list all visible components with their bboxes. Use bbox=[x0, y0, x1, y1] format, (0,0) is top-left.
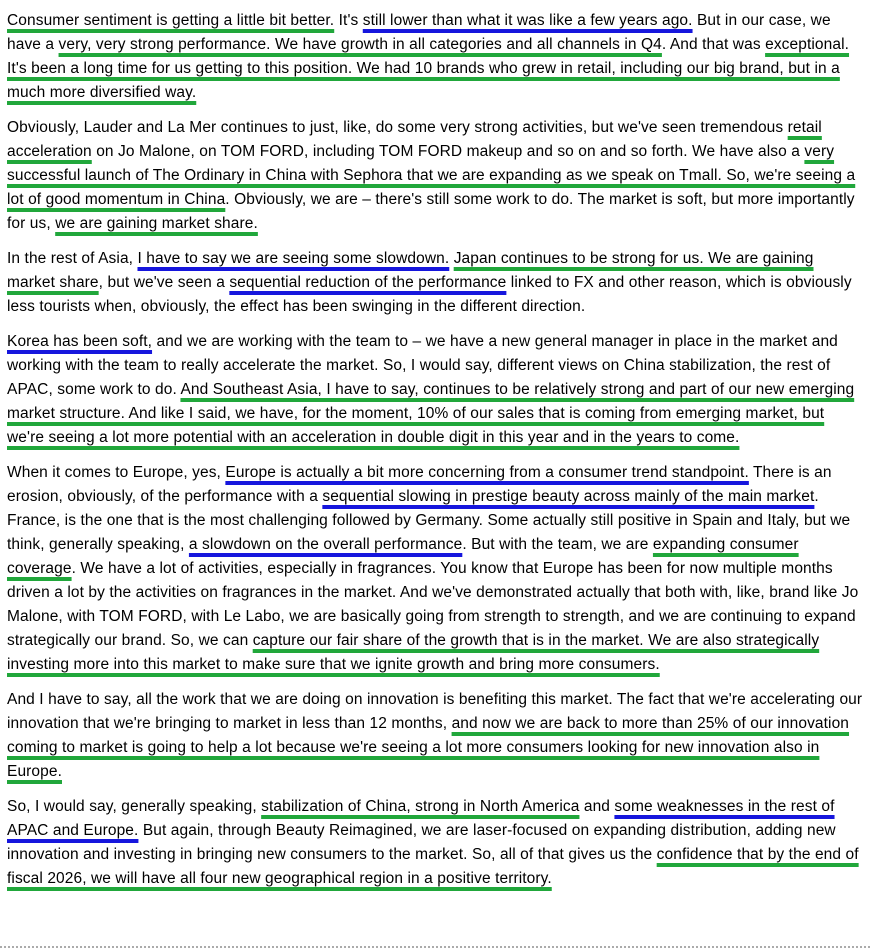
text-run: . Obviously, we are – there's still some work to do. The market is soft, but more importantly for us, bbox=[7, 191, 855, 232]
text-run: So, I would say, generally speaking, bbox=[7, 798, 262, 815]
text-run: and bbox=[579, 798, 615, 815]
text-run: . But with the team, we are bbox=[462, 536, 653, 553]
text-run: . We have a lot of activities, especially in fragrances. You know that Europe has been for now multiple months driven a lot by the activities on fragrances in the market. And we've demonstrated actually that both with, like, brand like Jo Malone, with TOM FORD, with Le Labo, we are basically going from strength to strength, and we are continuing to expand strategically our brand. So, we can bbox=[7, 560, 859, 649]
green-highlighted-text[interactable]: very successful launch of The Ordinary in China with Sephora that we are expanding as we speak on Tmall. So, we're seeing a lot of good momentum in China bbox=[7, 143, 856, 208]
blue-highlighted-text[interactable]: still lower than what it was like a few years ago. bbox=[362, 12, 693, 29]
green-highlighted-text[interactable]: Consumer sentiment is getting a little bit better. bbox=[7, 12, 335, 29]
text-run: linked to FX and other reason, which is obviously less tourists when, obviously, the effect has been swinging in the different direction. bbox=[7, 274, 852, 315]
text-run: When it comes to Europe, yes, bbox=[7, 464, 226, 481]
blue-highlighted-text[interactable]: Korea has been soft, bbox=[7, 333, 153, 350]
blue-highlighted-text[interactable]: sequential slowing in prestige beauty across mainly of the main market bbox=[322, 488, 815, 505]
text-run: And I have to say, all the work that we are doing on innovation is benefiting this market. The fact that we're accelerating our innovation that we're bringing to market in less than 12 months, bbox=[7, 691, 863, 732]
paragraphs-container bbox=[7, 9, 864, 891]
green-highlighted-text[interactable]: expanding consumer coverage bbox=[7, 536, 799, 577]
blue-highlighted-text[interactable]: a slowdown on the overall performance bbox=[188, 536, 463, 553]
transcript-paragraph bbox=[7, 688, 864, 784]
text-run: It's bbox=[334, 12, 363, 29]
green-highlighted-text[interactable]: And Southeast Asia, I have to say, continues to be relatively strong and part of our new emerging market structure. And like I said, we have, for the moment, 10% of our sales that is coming from emerging market, but we're seeing a lot more potential with an acceleration in double digit in this year and in the years to come. bbox=[7, 381, 855, 446]
blue-highlighted-text[interactable]: I have to say we are seeing some slowdown. bbox=[137, 250, 450, 267]
green-highlighted-text[interactable]: very, very strong performance. We have growth in all categories and all channels in Q4 bbox=[58, 36, 662, 53]
green-highlighted-text[interactable]: exceptional. It's been a long time for us getting to this position. We had 10 brands who grew in retail, including our big brand, but in a much more diversified way. bbox=[7, 36, 850, 101]
text-run: and we are working with the team to – we have a new general manager in place in the market and working with the team to really accelerate the market. So, I would say, different views on China stabilization, the rest of APAC, some work to do. bbox=[7, 333, 838, 398]
blue-highlighted-text[interactable]: some weaknesses in the rest of APAC and Europe. bbox=[7, 798, 835, 839]
text-run: . And that was bbox=[661, 36, 766, 53]
transcript-paragraph bbox=[7, 247, 864, 319]
green-highlighted-text[interactable]: stabilization of China, strong in North America bbox=[261, 798, 580, 815]
blue-highlighted-text[interactable]: Europe is actually a bit more concerning from a consumer trend standpoint. bbox=[225, 464, 749, 481]
text-run: In the rest of Asia, bbox=[7, 250, 138, 267]
green-highlighted-text[interactable]: capture our fair share of the growth that is in the market. We are also strategically investing more into this market to make sure that we ignite growth and bring more consumers. bbox=[7, 632, 820, 673]
green-highlighted-text[interactable]: confidence that by the end of fiscal 2026, we will have all four new geographical region in a positive territory. bbox=[7, 846, 859, 887]
transcript-paragraph bbox=[7, 330, 864, 450]
text-run: Obviously, Lauder and La Mer continues to just, like, do some very strong activities, but we've seen tremendous bbox=[7, 119, 788, 136]
green-highlighted-text[interactable]: retail acceleration bbox=[7, 119, 822, 160]
text-run: But in our case, we have a bbox=[7, 12, 831, 53]
text-run: on Jo Malone, on TOM FORD, including TOM FORD makeup and so on and so forth. We have also a bbox=[91, 143, 805, 160]
transcript-paragraph bbox=[7, 795, 864, 891]
transcript-paragraph bbox=[7, 116, 864, 236]
green-highlighted-text[interactable]: and now we are back to more than 25% of our innovation coming to market is going to help a lot because we're seeing a lot more consumers looking for new innovation also in Europe. bbox=[7, 715, 850, 780]
green-highlighted-text[interactable]: we are gaining market share. bbox=[55, 215, 258, 232]
transcript-paragraph bbox=[7, 461, 864, 677]
text-run: There is an erosion, obviously, of the performance with a bbox=[7, 464, 832, 505]
green-highlighted-text[interactable]: Japan continues to be strong for us. We are gaining market share bbox=[7, 250, 814, 291]
text-run: But again, through Beauty Reimagined, we are laser-focused on expanding distribution, adding new innovation and investing in bringing new consumers to the market. So, all of that gives us the bbox=[7, 822, 836, 863]
blue-highlighted-text[interactable]: sequential reduction of the performance bbox=[229, 274, 507, 291]
text-run: . France, is the one that is the most challenging followed by Germany. Some actually still positive in Spain and Italy, but we think, generally speaking, bbox=[7, 488, 851, 553]
page-break-divider bbox=[0, 946, 870, 948]
text-run: , but we've seen a bbox=[98, 274, 230, 291]
transcript-paragraph bbox=[7, 9, 864, 105]
